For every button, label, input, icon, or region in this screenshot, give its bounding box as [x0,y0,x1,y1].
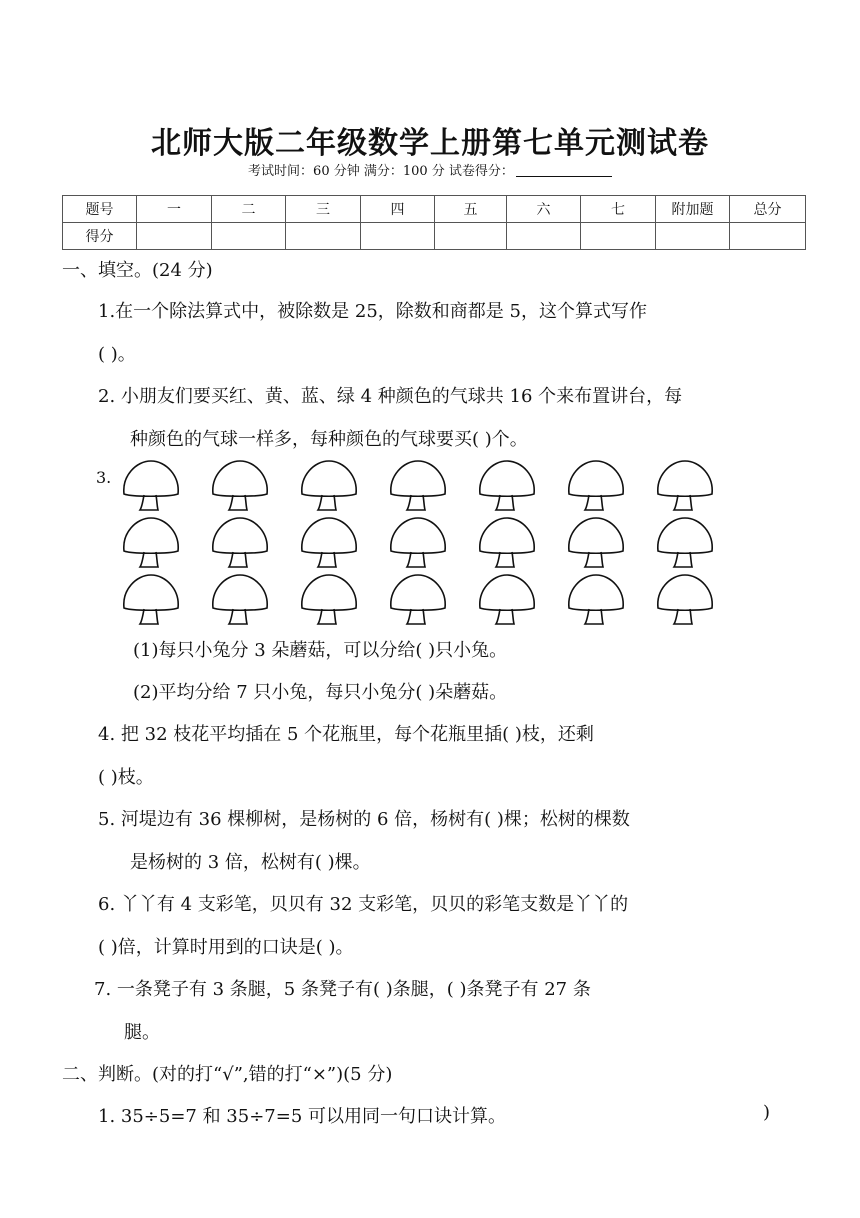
mushroom-icon [476,515,565,572]
mushroom-icon [209,572,298,629]
score-header-cell: 六 [507,196,581,223]
score-header-cell: 五 [435,196,507,223]
mushroom-icon [387,458,476,515]
q2-line2: 种颜色的气球一样多，每种颜色的气球要买( )个。 [130,429,528,450]
q2-line1: 2. 小朋友们要买红、黄、蓝、绿 4 种颜色的气球共 16 个来布置讲台，每 [98,386,683,407]
mushroom-icon [476,458,565,515]
score-header-cell: 二 [212,196,286,223]
mushroom-icon [298,515,387,572]
s2-q1-answer-paren[interactable]: ) [763,1102,771,1123]
score-cell[interactable] [361,223,435,250]
q1-line2: ( )。 [98,344,136,365]
exam-info [0,160,860,179]
score-table [62,195,806,250]
score-table-score-row [63,223,806,250]
mushroom-icon [209,515,298,572]
q5-line1: 5. 河堤边有 36 棵柳树，是杨树的 6 倍，杨树有( )棵；松树的棵数 [98,809,630,830]
q7-line2: 腿。 [124,1022,160,1043]
score-header-cell: 附加题 [656,196,730,223]
mushroom-icon [654,515,743,572]
mushroom-icon [298,458,387,515]
score-cell[interactable] [137,223,212,250]
score-cell[interactable] [730,223,806,250]
score-header-cell: 四 [361,196,435,223]
score-header-cell: 七 [581,196,656,223]
mushroom-icon [565,515,654,572]
q6-line2: ( )倍，计算时用到的口诀是( )。 [98,937,354,958]
score-cell[interactable] [581,223,656,250]
section1-heading: 一、填空。(24 分) [62,260,213,281]
mushroom-icon [298,572,387,629]
score-cell[interactable] [212,223,286,250]
score-header-cell: 总分 [730,196,806,223]
mushroom-icon [120,458,209,515]
mushroom-icon [120,515,209,572]
mushroom-icon [120,572,209,629]
mushroom-grid [120,458,740,629]
score-header-cell: 一 [137,196,212,223]
score-row-label: 得分 [63,223,137,250]
score-cell[interactable] [507,223,581,250]
q1-line1: 1.在一个除法算式中，被除数是 25，除数和商都是 5，这个算式写作 [98,301,647,322]
section2-heading: 二、判断。(对的打“√”,错的打“×”)(5 分) [62,1064,393,1085]
q3-sub1: (1)每只小兔分 3 朵蘑菇，可以分给( )只小兔。 [133,640,508,661]
q4-line1: 4. 把 32 枝花平均插在 5 个花瓶里，每个花瓶里插( )枝，还剩 [98,724,594,745]
q3-sub2: (2)平均分给 7 只小兔，每只小兔分( )朵蘑菇。 [133,682,508,703]
q4-line2: ( )枝。 [98,767,154,788]
page-title: 北师大版二年级数学上册第七单元测试卷 [151,126,709,161]
mushroom-icon [387,572,476,629]
score-header-cell: 三 [286,196,361,223]
mushroom-icon [387,515,476,572]
q5-line2: 是杨树的 3 倍，松树有( )棵。 [130,852,371,873]
score-header-cell: 题号 [63,196,137,223]
mushroom-icon [209,458,298,515]
score-cell[interactable] [286,223,361,250]
mushroom-icon [565,572,654,629]
exam-info-text: 考试时间：60 分钟 满分：100 分 试卷得分： [248,164,514,179]
mushroom-icon [654,458,743,515]
score-cell[interactable] [656,223,730,250]
q6-line1: 6. 丫丫有 4 支彩笔，贝贝有 32 支彩笔，贝贝的彩笔支数是丫丫的 [98,894,629,915]
score-table-header-row [63,196,806,223]
q3-label: 3. [96,468,112,487]
s2-q1-text: 1. 35÷5=7 和 35÷7=5 可以用同一句口诀计算。 [98,1106,507,1127]
mushroom-icon [476,572,565,629]
mushroom-icon [654,572,743,629]
score-cell[interactable] [435,223,507,250]
q7-line1: 7. 一条凳子有 3 条腿，5 条凳子有( )条腿，( )条凳子有 27 条 [94,979,591,1000]
mushroom-icon [565,458,654,515]
score-blank-line [516,164,612,177]
